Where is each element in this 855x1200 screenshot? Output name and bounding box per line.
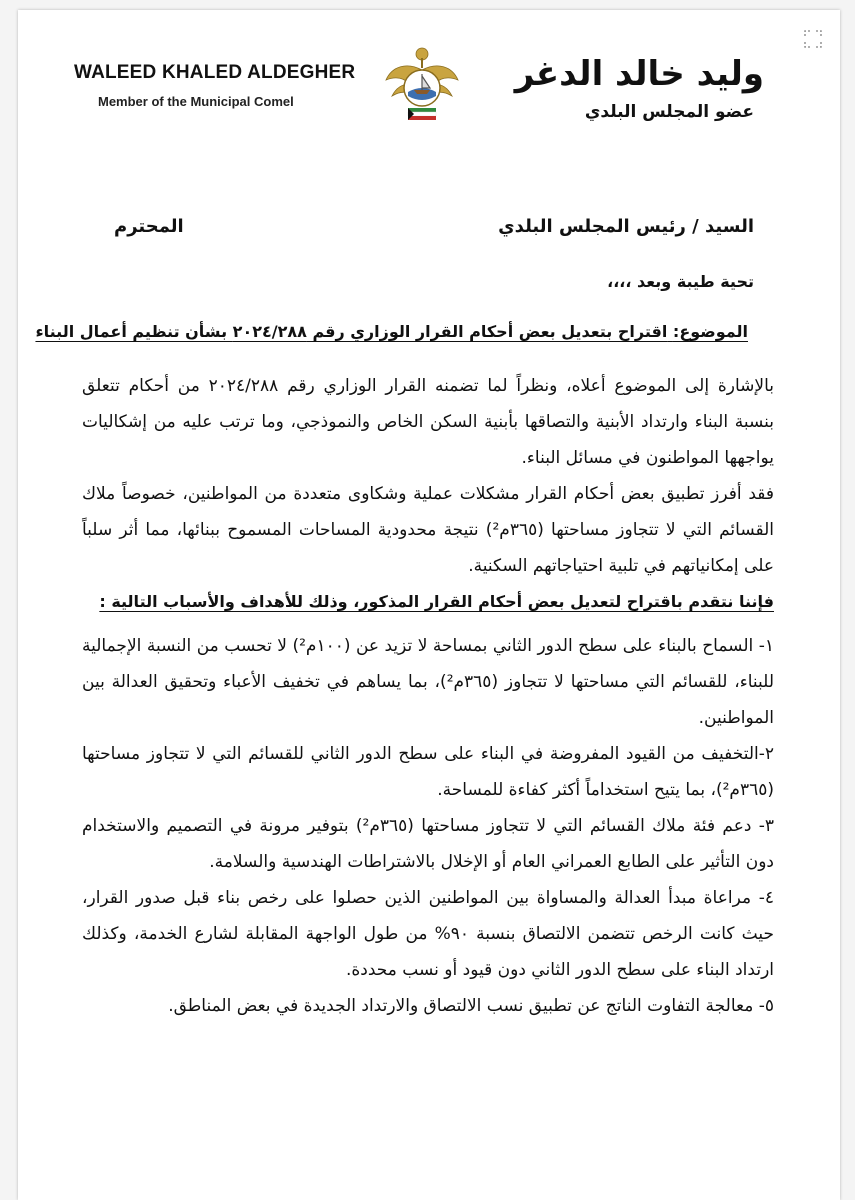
- subject-line: [35, 322, 748, 341]
- list-item: ٢-التخفيف من القيود المفروضة في البناء على سطح الدور الثاني للقسائم التي لا تتجاوز مساحتها (٣٦٥م²)، بما يتيح استخداماً أكثر كفاءة للمساحة.: [82, 744, 774, 800]
- proposal-heading: فإننا نتقدم باقتراح لتعديل بعض أحكام القرار المذكور، وذلك للأهداف والأسباب التالية :: [99, 592, 774, 611]
- list-item: ٤- مراعاة مبدأ العدالة والمساواة بين المواطنين الذين حصلوا على رخص بناء قبل صدور القرار، حيث كانت الرخص تتضمن الالتصاق بنسبة ٩٠% من طول الواجهة المقابلة لشارع الخدمة، وكذلك ارتداد البناء على سطح الدور الثاني دون قيود أو نسب محددة.: [82, 888, 774, 980]
- greeting: تحية طيبة وبعد ،،،،: [607, 272, 754, 291]
- expand-icon[interactable]: [800, 28, 826, 54]
- list-item: ٥- معالجة التفاوت الناتج عن تطبيق نسب الالتصاق والارتداد الجديدة في بعض المناطق.: [168, 996, 774, 1016]
- addressee: السيد / رئيس المجلس البلدي: [498, 216, 754, 237]
- arabic-title: عضو المجلس البلدي: [584, 102, 754, 122]
- list-item: ١- السماح بالبناء على سطح الدور الثاني بمساحة لا تزيد عن (١٠٠م²) لا تحسب من النسبة الإجمالية للبناء، للقسائم التي مساحتها لا تتجاوز (٣٦٥م²)، بما يساهم في تخفيف الأعباء وتحقيق العدالة بين المواطنين.: [82, 636, 774, 728]
- list-item: ٣- دعم فئة ملاك القسائم التي لا تتجاوز مساحتها (٣٦٥م²) بتوفير مرونة في التصميم والاستخدام دون التأثير على الطابع العمراني العام أو الإخلال بالاشتراطات الهندسية والسلامة.: [82, 816, 774, 872]
- letter-page: [18, 10, 840, 1200]
- subject-label: الموضوع:: [672, 322, 748, 341]
- paragraph: فقد أفرز تطبيق بعض أحكام القرار مشكلات عملية وشكاوى متعددة من المواطنين، خصوصاً ملاك القسائم التي لا تتجاوز مساحتها (٣٦٥م²) نتيجة محدودية المساحات المسموح ببنائها، مما أثر سلباً على إمكانياتهم في تلبية احتياجاتهم السكنية.: [82, 484, 775, 576]
- letter-body: [82, 368, 774, 1024]
- honorific: المحترم: [114, 216, 184, 237]
- arabic-name: وليد خالد الدغر: [514, 54, 764, 94]
- subject-text: اقتراح بتعديل بعض أحكام القرار الوزاري رقم ٢٠٢٤/٢٨٨ بشأن تنظيم أعمال البناء: [35, 322, 668, 341]
- paragraph: بالإشارة إلى الموضوع أعلاه، ونظراً لما تضمنه القرار الوزاري رقم ٢٠٢٤/٢٨٨ من أحكام تتعلق بنسبة البناء وارتداد الأبنية والتصاقها بأبنية السكن الخاص والنموذجي، وما ترتب عليه من إشكاليات يواجهها المواطنون في مسائل البناء.: [82, 376, 775, 468]
- addressee-line: [114, 216, 754, 237]
- english-title: Member of the Municipal Comel: [98, 94, 294, 109]
- kuwait-emblem-icon: [382, 40, 462, 130]
- english-name: WALEED KHALED ALDEGHER: [74, 62, 356, 83]
